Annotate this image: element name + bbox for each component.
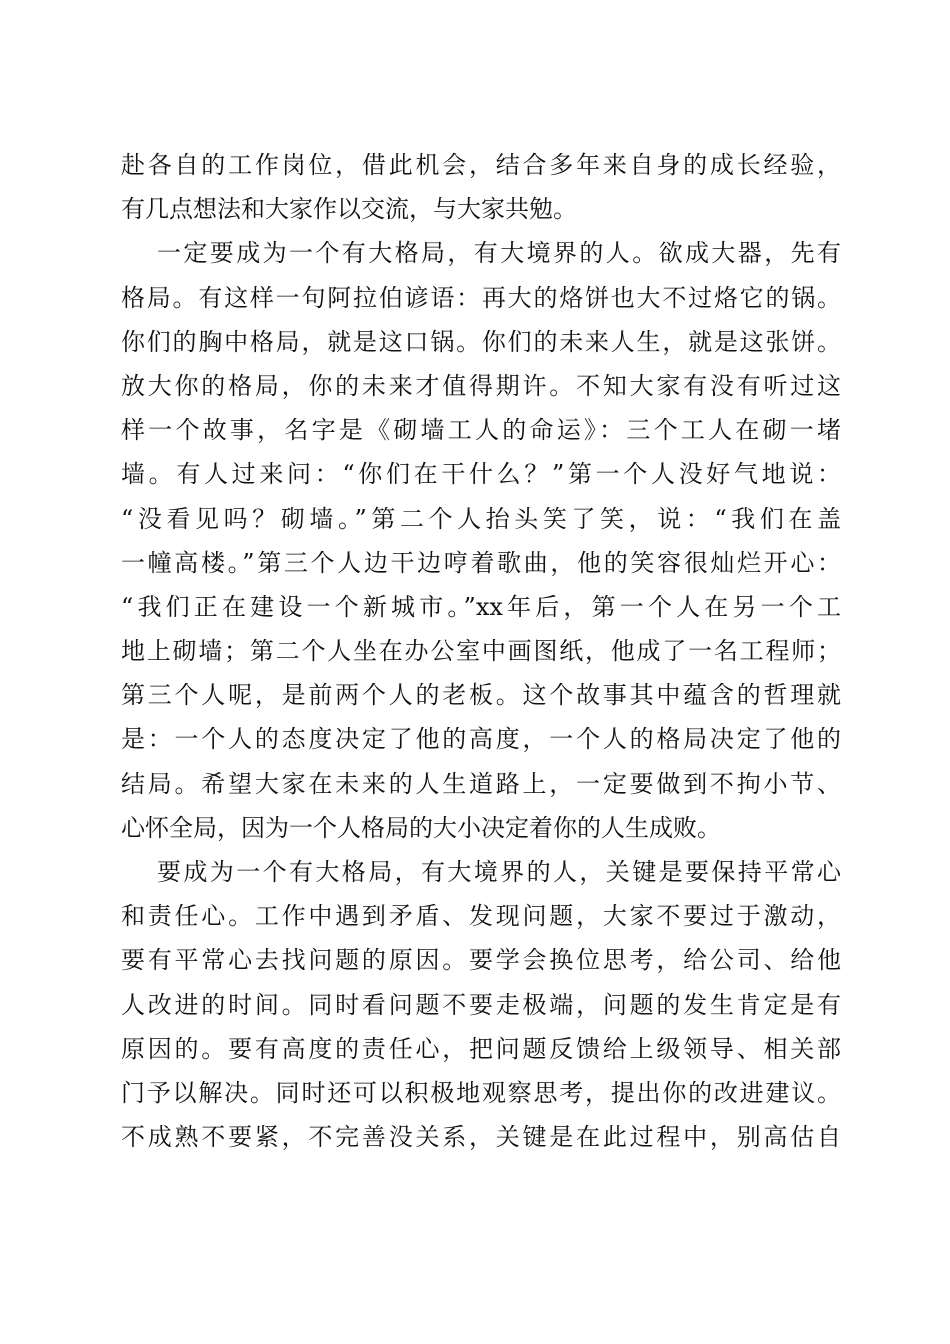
text-line: 样一个故事，名字是《砌墙工人的命运》：三个工人在砌一堵 (121, 416, 841, 445)
text-line: 心怀全局，因为一个人格局的大小决定着你的人生成败。 (121, 813, 721, 842)
text-line: 是：一个人的态度决定了他的高度，一个人的格局决定了他的 (121, 725, 841, 754)
text-line: 第三个人呢，是前两个人的老板。这个故事其中蕴含的哲理就 (121, 681, 841, 710)
document-body-text (121, 143, 841, 1159)
text-line: “没看见吗？砌墙。”第二个人抬头笑了笑，说：“我们在盖 (121, 504, 841, 533)
text-line: 你们的胸中格局，就是这口锅。你们的未来人生，就是这张饼。 (121, 327, 841, 356)
text-line: 要成为一个有大格局，有大境界的人，关键是要保持平常心 (157, 858, 841, 886)
text-line: 一定要成为一个有大格局，有大境界的人。欲成大器，先有 (157, 239, 841, 268)
text-line: 放大你的格局，你的未来才值得期许。不知大家有没有听过这 (121, 371, 841, 400)
text-line: 一幢高楼。”第三个人边干边哼着歌曲，他的笑容很灿烂开心： (121, 548, 841, 577)
text-line: 要有平常心去找问题的原因。要学会换位思考，给公司、给他 (121, 946, 841, 975)
text-line: 墙。有人过来问：“你们在干什么？”第一个人没好气地说： (121, 460, 841, 489)
text-line: 有几点想法和大家作以交流，与大家共勉。 (121, 195, 577, 224)
text-line: 格局。有这样一句阿拉伯谚语：再大的烙饼也大不过烙它的锅。 (121, 283, 841, 312)
text-line: 和责任心。工作中遇到矛盾、发现问题，大家不要过于激动， (121, 902, 841, 931)
text-line: 人改进的时间。同时看问题不要走极端，问题的发生肯定是有 (121, 990, 841, 1019)
text-line: 不成熟不要紧，不完善没关系，关键是在此过程中，别高估自 (121, 1123, 841, 1152)
text-line: 原因的。要有高度的责任心，把问题反馈给上级领导、相关部 (121, 1034, 841, 1063)
text-line: 结局。希望大家在未来的人生道路上，一定要做到不拘小节、 (121, 769, 841, 798)
text-line: 赴各自的工作岗位，借此机会，结合多年来自身的成长经验， (121, 151, 841, 179)
text-line: 地上砌墙；第二个人坐在办公室中画图纸，他成了一名工程师； (121, 637, 841, 666)
text-line: 门予以解决。同时还可以积极地观察思考，提出你的改进建议。 (121, 1078, 841, 1107)
text-line: “我们正在建设一个新城市。”xx年后，第一个人在另一个工 (121, 592, 841, 621)
